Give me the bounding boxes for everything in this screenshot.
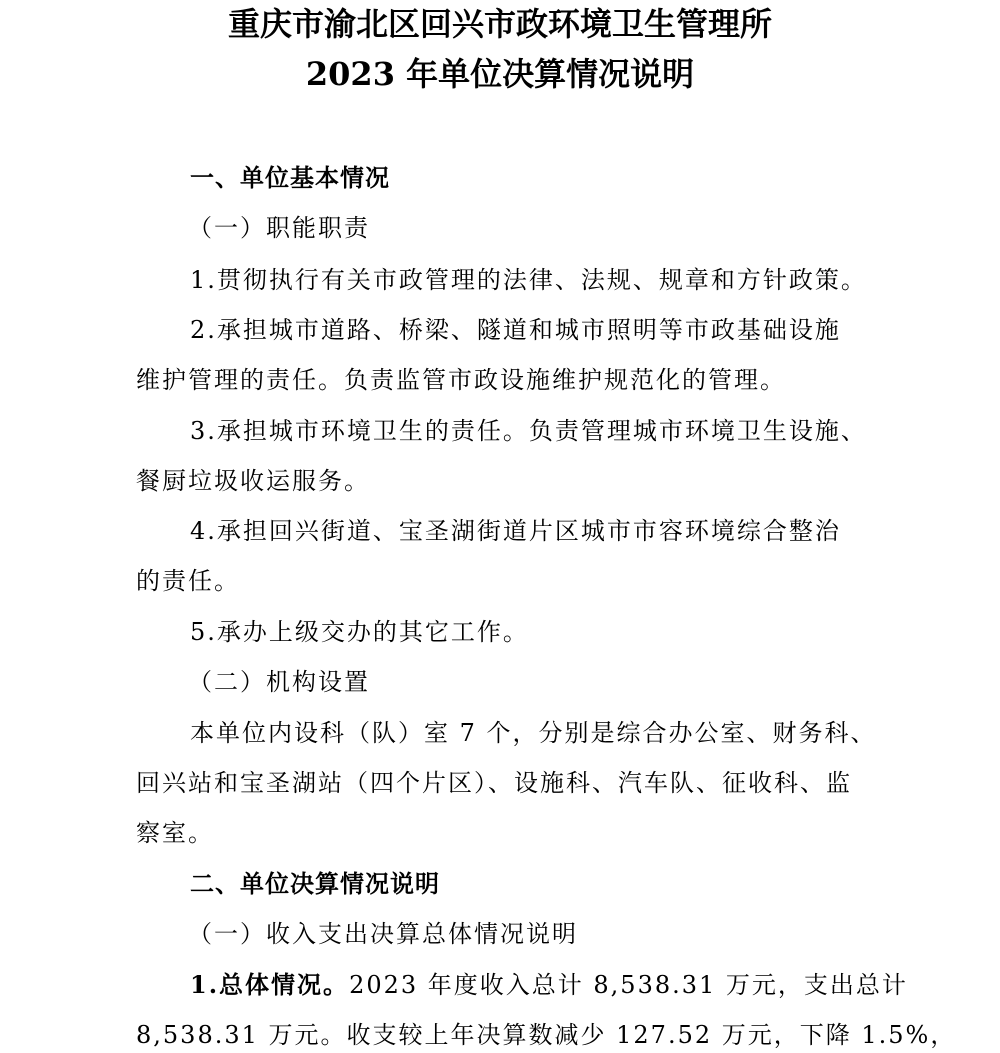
- duty-item-4-line-2: 的责任。: [136, 567, 240, 595]
- section-heading-final-accounts: 二、单位决算情况说明: [190, 870, 440, 898]
- organization-line-2: 回兴站和宝圣湖站（四个片区）、设施科、汽车队、征收科、监: [136, 769, 852, 797]
- organization-line-3: 察室。: [136, 819, 214, 847]
- summary-label: 1.总体情况。: [190, 970, 350, 999]
- subsection-heading-income-expenditure: （一）收入支出决算总体情况说明: [188, 920, 578, 948]
- section-heading-basic-info: 一、单位基本情况: [190, 164, 390, 192]
- organization-line-1: 本单位内设科（队）室 7 个，分别是综合办公室、财务科、: [190, 719, 877, 747]
- document-title-line-2: 2023 年单位决算情况说明: [305, 55, 695, 93]
- duty-item-2-line-1: 2.承担城市道路、桥梁、隧道和城市照明等市政基础设施: [190, 316, 841, 344]
- duty-item-5: 5.承办上级交办的其它工作。: [190, 618, 529, 646]
- duty-item-3-line-2: 餐厨垃圾收运服务。: [136, 467, 370, 495]
- document-title-line-1: 重庆市渝北区回兴市政环境卫生管理所: [227, 5, 772, 43]
- summary-line-1: [190, 969, 908, 1001]
- subsection-heading-duties: （一）职能职责: [188, 214, 370, 242]
- duty-item-4-line-1: 4.承担回兴街道、宝圣湖街道片区城市市容环境综合整治: [190, 517, 841, 545]
- subsection-heading-organization: （二）机构设置: [188, 668, 370, 696]
- duty-item-2-line-2: 维护管理的责任。负责监管市政设施维护规范化的管理。: [136, 366, 786, 394]
- summary-text: 2023 年度收入总计 8,538.31 万元，支出总计: [349, 971, 908, 999]
- duty-item-3-line-1: 3.承担城市环境卫生的责任。负责管理城市环境卫生设施、: [190, 417, 867, 445]
- duty-item-1: 1.贯彻执行有关市政管理的法律、法规、规章和方针政策。: [190, 266, 867, 294]
- summary-line-2: 8,538.31 万元。收支较上年决算数减少 127.52 万元，下降 1.5%，: [136, 1021, 957, 1049]
